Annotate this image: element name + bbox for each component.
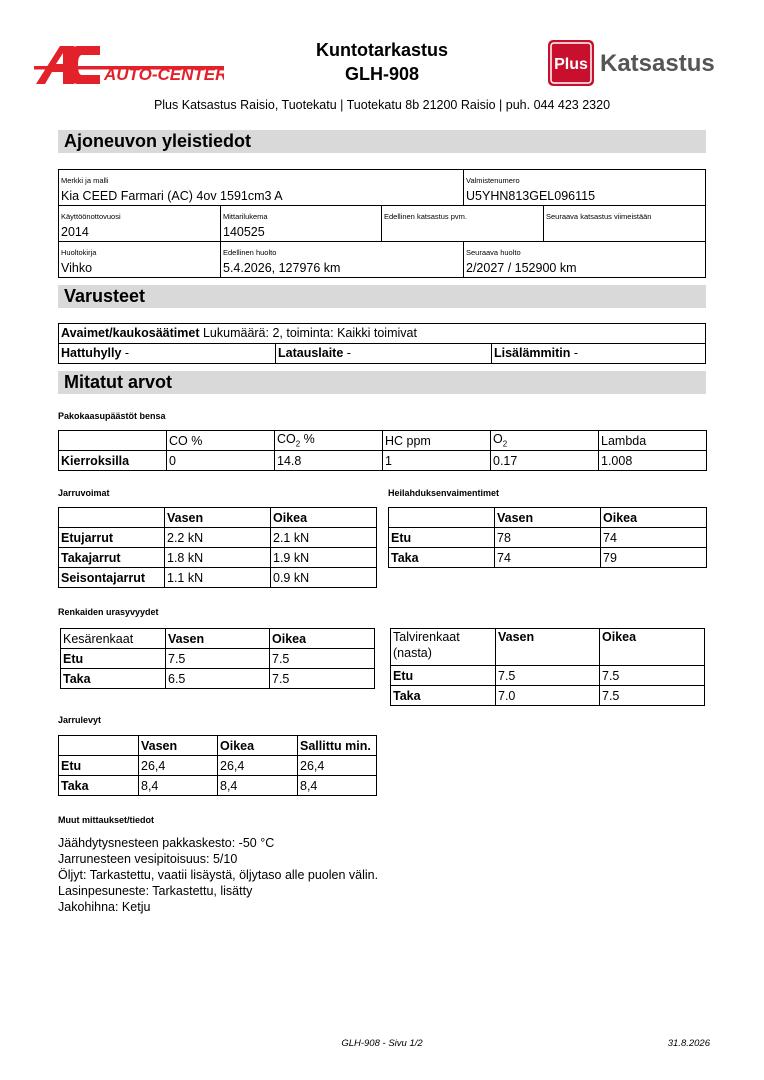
auto-center-logo: [34, 44, 224, 86]
service-book-value: Vihko: [61, 261, 93, 275]
svg-text:Plus: Plus: [554, 56, 588, 73]
discs-min-value: 26,4: [298, 756, 377, 776]
winter-right-value: 7.5: [600, 686, 705, 706]
next-service-cell: [463, 241, 706, 278]
discs-min-header: Sallittu min.: [298, 736, 377, 756]
co2-header: [275, 431, 383, 451]
title-line-2: GLH-908: [344, 64, 420, 84]
winter-label-line-1: Talvirenkaat: [393, 630, 460, 644]
table-row: [61, 649, 375, 669]
section-measured-values: Mitatut arvot: [58, 371, 706, 394]
list-item: Jarrunesteen vesipitoisuus: 5/10: [58, 852, 238, 866]
winter-label-line-2: (nasta): [393, 646, 432, 660]
brake-row-label: Seisontajarrut: [59, 568, 165, 588]
co2-header-text: CO: [277, 432, 296, 447]
table-row: [59, 776, 377, 796]
keys-row: [58, 323, 706, 344]
discs-right-value: 26,4: [218, 756, 298, 776]
svg-text:AUTO-CENTER: AUTO-CENTER: [104, 65, 224, 84]
charger-label: Latauslaite: [278, 346, 344, 360]
brake-forces-title: Jarruvoimat: [58, 488, 110, 498]
winter-row-label: Taka: [391, 686, 496, 706]
prev-service-cell: [220, 241, 464, 278]
charger-info: [275, 344, 491, 363]
summer-left-value: 7.5: [166, 649, 270, 669]
svg-text:Katsastus: Katsastus: [600, 50, 715, 77]
table-row: [389, 528, 707, 548]
next-inspection-cell: [543, 205, 706, 242]
o2-value: 0.17: [491, 451, 599, 471]
first-reg-label: Käyttöönottovuosi: [61, 212, 121, 221]
table-row: [389, 548, 707, 568]
emissions-title: Pakokaasupäästöt bensa: [58, 411, 166, 421]
vin-label: Valmistenumero: [466, 176, 520, 185]
o2-header-text: O: [493, 432, 503, 447]
odometer-label: Mittarilukema: [223, 212, 268, 221]
title-line-1: Kuntotarkastus: [315, 40, 449, 60]
vin-value: U5YHN813GEL096115: [466, 189, 596, 203]
prev-inspection-label: Edellinen katsastus pvm.: [384, 212, 467, 221]
vin-cell: [463, 169, 706, 206]
brake-discs-table: [58, 735, 377, 796]
heater-info: [491, 344, 705, 363]
emissions-row-label: Kierroksilla: [59, 451, 167, 471]
dampers-left-header: Vasen: [495, 508, 601, 528]
footer-date: 31.8.2026: [667, 1038, 710, 1049]
emissions-corner: [59, 431, 167, 451]
keys-label: Avaimet/kaukosäätimet: [61, 326, 200, 340]
discs-header-row: [59, 736, 377, 756]
lambda-header: Lambda: [599, 431, 707, 451]
table-row: [59, 568, 377, 588]
discs-left-value: 8,4: [139, 776, 218, 796]
hc-header: HC ppm: [383, 431, 491, 451]
brake-right-header: Oikea: [271, 508, 377, 528]
prev-service-label: Edellinen huolto: [223, 248, 277, 257]
keys-info: [59, 324, 705, 343]
company-contact-line: Plus Katsastus Raisio, Tuotekatu | Tuotekatu 8b 21200 Raisio | puh. 044 423 2320: [153, 98, 611, 112]
dampers-right-header: Oikea: [601, 508, 707, 528]
hat-shelf-value: -: [121, 346, 130, 360]
co2-header-sub: 2: [295, 439, 301, 449]
emissions-table: [58, 430, 707, 471]
o2-header-sub: 2: [502, 439, 508, 449]
discs-min-value: 8,4: [298, 776, 377, 796]
winter-tires-table: [390, 628, 705, 706]
keys-value: Lukumäärä: 2, toiminta: Kaikki toimivat: [199, 326, 417, 340]
discs-corner: [59, 736, 139, 756]
brake-discs-title: Jarrulevyt: [58, 715, 102, 725]
emissions-header-row: [59, 431, 707, 451]
hc-value: 1: [383, 451, 491, 471]
dampers-right-value: 79: [601, 548, 707, 568]
summer-left-value: 6.5: [166, 669, 270, 689]
brake-row-label: Takajarrut: [59, 548, 165, 568]
next-service-label: Seuraava huolto: [466, 248, 521, 257]
document-title: [232, 38, 532, 86]
dampers-corner: [389, 508, 495, 528]
dampers-title: Heilahduksenvaimentimet: [388, 488, 500, 498]
discs-row-label: Etu: [59, 756, 139, 776]
summer-row-label: Taka: [61, 669, 166, 689]
first-reg-cell: [58, 205, 221, 242]
brake-header-row: [59, 508, 377, 528]
hat-shelf-label: Hattuhylly: [61, 346, 122, 360]
winter-tires-label: [391, 629, 496, 666]
co-header: CO %: [167, 431, 275, 451]
make-model-label: Merkki ja malli: [61, 176, 109, 185]
winter-row-label: Etu: [391, 666, 496, 686]
service-book-label: Huoltokirja: [61, 248, 97, 257]
list-item: Jäähdytysnesteen pakkaskesto: -50 °C: [58, 836, 275, 850]
table-row: [61, 669, 375, 689]
prev-service-value: 5.4.2026, 127976 km: [223, 261, 341, 275]
discs-right-value: 8,4: [218, 776, 298, 796]
table-row: [59, 756, 377, 776]
charger-value: -: [343, 346, 351, 360]
summer-right-value: 7.5: [270, 669, 375, 689]
section-vehicle-info: Ajoneuvon yleistiedot: [58, 130, 706, 153]
make-model-value: Kia CEED Farmari (AC) 4ov 1591cm3 A: [61, 189, 283, 203]
co-value: 0: [167, 451, 275, 471]
emissions-value-row: [59, 451, 707, 471]
service-book-cell: [58, 241, 221, 278]
next-service-value: 2/2027 / 152900 km: [466, 261, 577, 275]
winter-right-value: 7.5: [600, 666, 705, 686]
table-row: [59, 548, 377, 568]
accessories-row: [58, 343, 706, 364]
misc-title: Muut mittaukset/tiedot: [58, 815, 154, 825]
footer-page-number: GLH-908 - Sivu 1/2: [341, 1038, 423, 1049]
dampers-row-label: Taka: [389, 548, 495, 568]
winter-left-header: Vasen: [496, 629, 600, 666]
brake-forces-table: [58, 507, 377, 588]
misc-measurements: [58, 835, 378, 915]
brake-corner: [59, 508, 165, 528]
discs-right-header: Oikea: [218, 736, 298, 756]
tire-tread-title: Renkaiden urasyvyydet: [58, 607, 159, 617]
summer-tires-label: Kesärenkaat: [61, 629, 166, 649]
dampers-right-value: 74: [601, 528, 707, 548]
brake-right-value: 0.9 kN: [271, 568, 377, 588]
hat-shelf-info: [59, 344, 275, 363]
brake-right-value: 1.9 kN: [271, 548, 377, 568]
make-model-cell: [58, 169, 464, 206]
dampers-left-value: 74: [495, 548, 601, 568]
winter-left-value: 7.0: [496, 686, 600, 706]
plus-katsastus-logo: [546, 38, 730, 88]
summer-left-header: Vasen: [166, 629, 270, 649]
summer-tires-table: [60, 628, 375, 689]
summer-row-label: Etu: [61, 649, 166, 669]
list-item: Lasinpesuneste: Tarkastettu, lisätty: [58, 884, 253, 898]
dampers-left-value: 78: [495, 528, 601, 548]
summer-right-header: Oikea: [270, 629, 375, 649]
heater-label: Lisälämmitin: [494, 346, 571, 360]
brake-left-header: Vasen: [165, 508, 271, 528]
prev-inspection-cell: [381, 205, 544, 242]
summer-header-row: [61, 629, 375, 649]
heater-value: -: [570, 346, 579, 360]
odometer-cell: [220, 205, 382, 242]
winter-right-header: Oikea: [600, 629, 705, 666]
brake-left-value: 1.1 kN: [165, 568, 271, 588]
o2-header: [491, 431, 599, 451]
table-row: [391, 686, 705, 706]
discs-row-label: Taka: [59, 776, 139, 796]
list-item: Öljyt: Tarkastettu, vaatii lisäystä, öljytaso alle puolen välin.: [58, 868, 379, 882]
next-inspection-label: Seuraava katsastus viimeistään: [546, 212, 652, 221]
dampers-header-row: [389, 508, 707, 528]
brake-left-value: 1.8 kN: [165, 548, 271, 568]
first-reg-value: 2014: [61, 225, 89, 239]
table-row: [59, 528, 377, 548]
odometer-value: 140525: [223, 225, 265, 239]
lambda-value: 1.008: [599, 451, 707, 471]
dampers-table: [388, 507, 707, 568]
co2-value: 14.8: [275, 451, 383, 471]
discs-left-value: 26,4: [139, 756, 218, 776]
table-row: [391, 666, 705, 686]
winter-left-value: 7.5: [496, 666, 600, 686]
list-item: Jakohihna: Ketju: [58, 900, 151, 914]
brake-row-label: Etujarrut: [59, 528, 165, 548]
co2-header-unit: %: [300, 432, 315, 447]
brake-left-value: 2.2 kN: [165, 528, 271, 548]
brake-right-value: 2.1 kN: [271, 528, 377, 548]
summer-right-value: 7.5: [270, 649, 375, 669]
dampers-row-label: Etu: [389, 528, 495, 548]
discs-left-header: Vasen: [139, 736, 218, 756]
section-equipment: Varusteet: [58, 285, 706, 308]
winter-header-row: [391, 629, 705, 666]
